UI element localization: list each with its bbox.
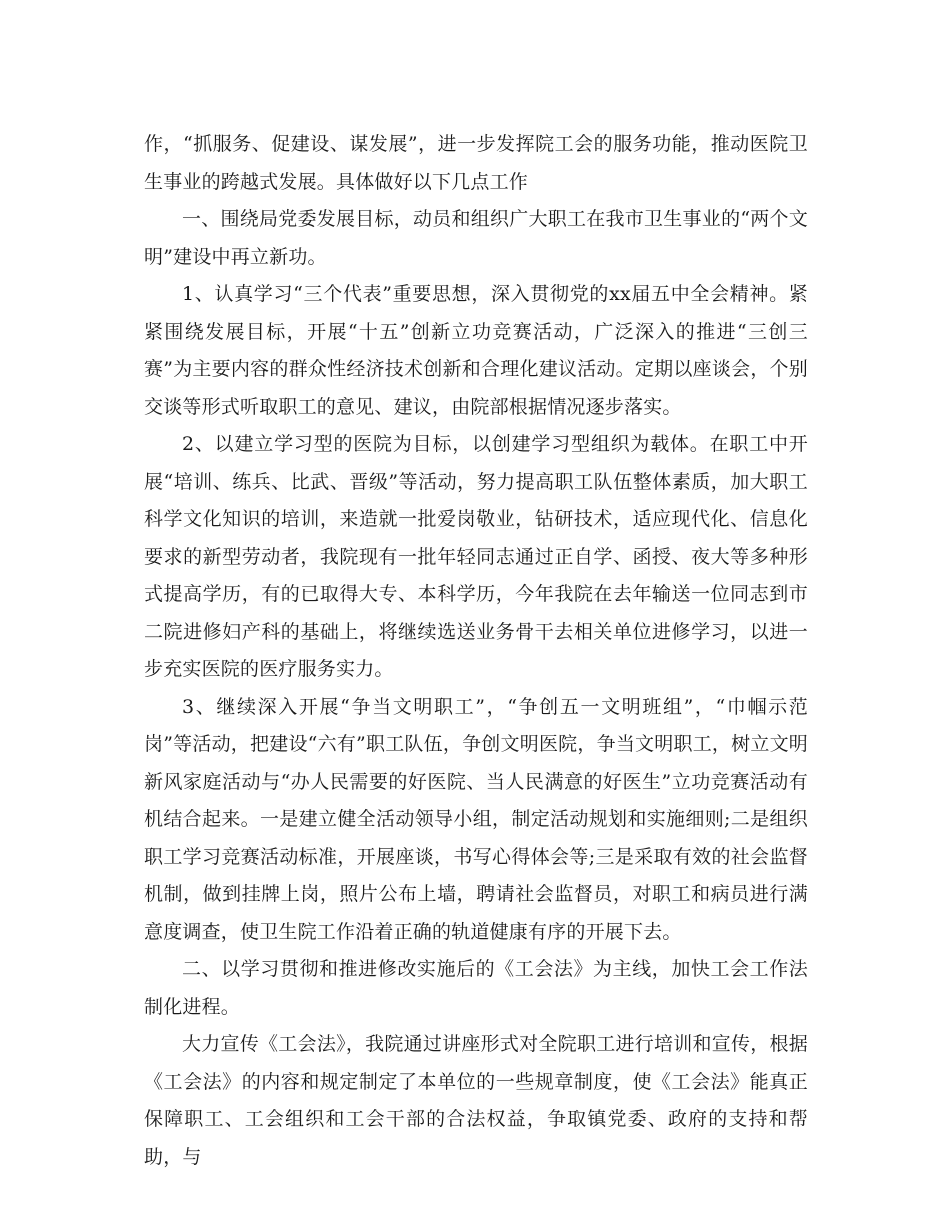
paragraph-continuation: 作，“抓服务、促建设、谋发展”，进一步发挥院工会的服务功能，推动医院卫生事业的跨越式发展。具体做好以下几点工作 (144, 133, 808, 193)
paragraph-item-1: 1、认真学习“三个代表”重要思想，深入贯彻党的xx届五中全会精神。紧紧围绕发展目标，开展“十五”创新立功竞赛活动，广泛深入的推进“三创三赛”为主要内容的群众性经济技术创新和合理化建议活动。定期以座谈会，个别交谈等形式听取职工的意见、建议，由院部根据情况逐步落实。 (144, 283, 808, 418)
paragraph-item-3: 3、继续深入开展“争当文明职工”，“争创五一文明班组”，“巾帼示范岗”等活动，把建设“六有”职工队伍，争创文明医院，争当文明职工，树立文明新风家庭活动与“办人民需要的好医院、当人民满意的好医生”立功竞赛活动有机结合起来。一是建立健全活动领导小组，制定活动规划和实施细则;二是组织职工学习竞赛活动标准，开展座谈，书写心得体会等;三是采取有效的社会监督机制，做到挂牌上岗，照片公布上墙，聘请社会监督员，对职工和病员进行满意度调查，使卫生院工作沿着正确的轨道健康有序的开展下去。 (144, 695, 808, 943)
document-body (144, 126, 808, 1176)
section-heading-two: 二、以学习贯彻和推进修改实施后的《工会法》为主线，加快工会工作法制化进程。 (144, 958, 808, 1018)
paragraph-item-2: 2、以建立学习型的医院为目标，以创建学习型组织为载体。在职工中开展“培训、练兵、比武、晋级”等活动，努力提高职工队伍整体素质，加大职工科学文化知识的培训，来造就一批爱岗敬业，钻研技术，适应现代化、信息化要求的新型劳动者，我院现有一批年轻同志通过正自学、函授、夜大等多种形式提高学历，有的已取得大专、本科学历，今年我院在去年输送一位同志到市二院进修妇产科的基础上，将继续选送业务骨干去相关单位进修学习，以进一步充实医院的医疗服务实力。 (144, 433, 808, 680)
section-heading-one: 一、围绕局党委发展目标，动员和组织广大职工在我市卫生事业的“两个文明”建设中再立新功。 (144, 208, 808, 268)
paragraph-union-law: 大力宣传《工会法》，我院通过讲座形式对全院职工进行培训和宣传，根据《工会法》的内容和规定制定了本单位的一些规章制度，使《工会法》能真正保障职工、工会组织和工会干部的合法权益，争取镇党委、政府的支持和帮助，与 (144, 1033, 808, 1168)
